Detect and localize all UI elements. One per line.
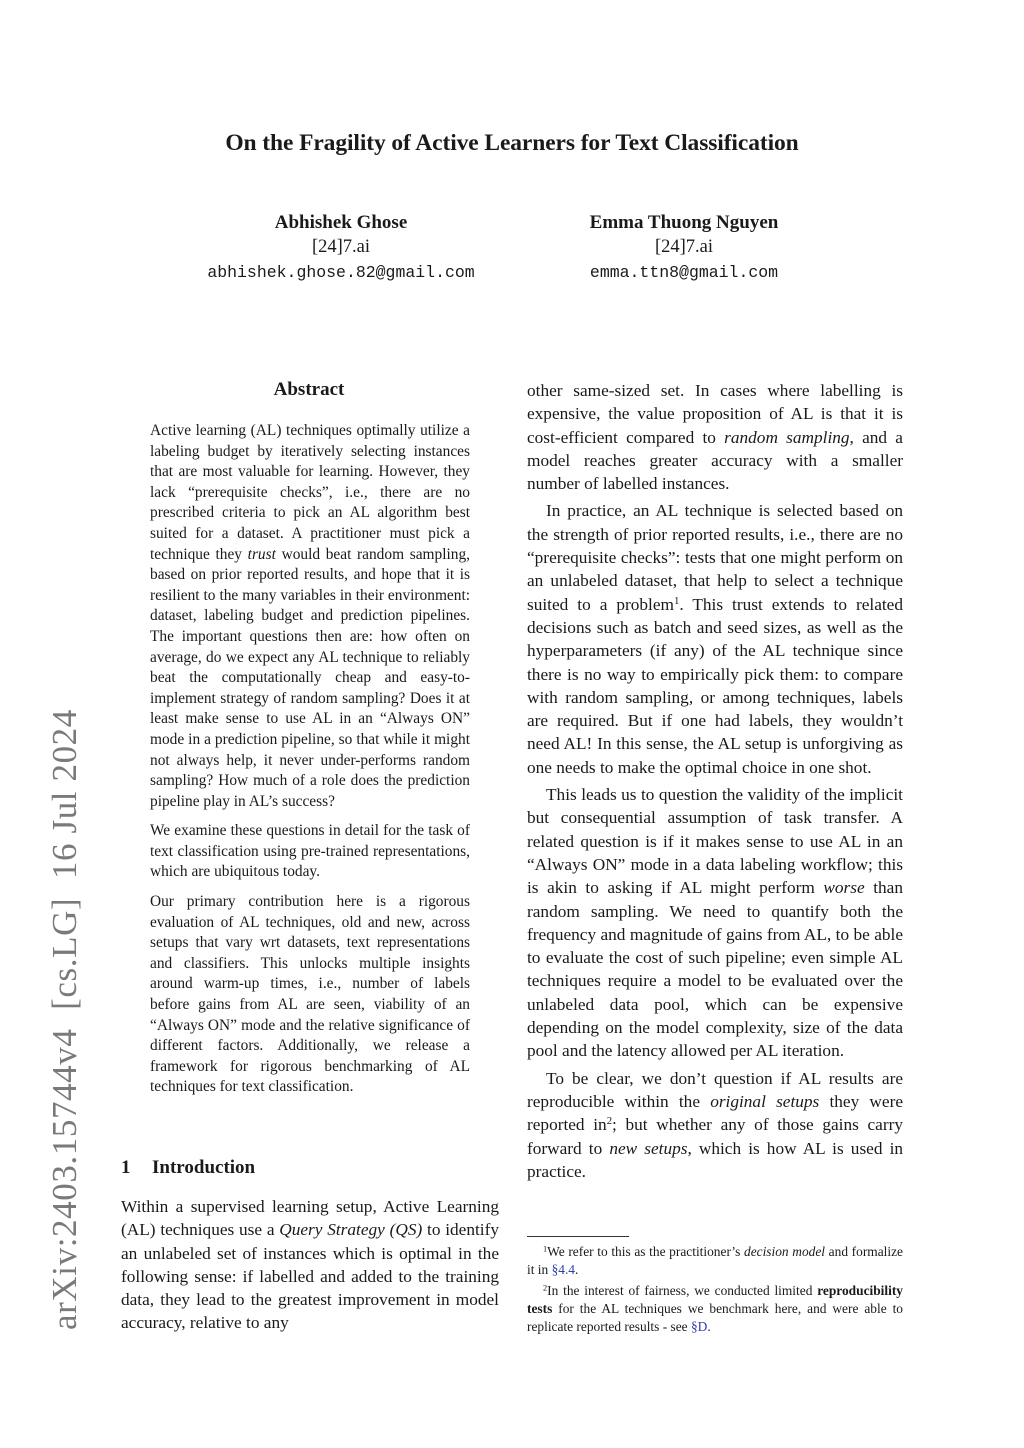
emphasis: original setups bbox=[710, 1091, 820, 1111]
text-run: In practice, an AL technique is selected based on the strength of prior reported results, i.e., there are no “prerequisite checks”: tests that one might perform on an unlabeled dataset, that help to select a technique suited to a problem bbox=[527, 501, 903, 614]
body-paragraph bbox=[527, 1067, 903, 1183]
text-run: Within a supervised learning setup, Active Learning (AL) techniques use a bbox=[121, 1197, 499, 1240]
text-run: To be clear, we don’t question if AL results are reproducible within the bbox=[527, 1068, 903, 1111]
emphasis: trust bbox=[247, 545, 276, 563]
author-block-2 bbox=[519, 210, 849, 285]
body-paragraph bbox=[527, 783, 903, 1063]
intro-body bbox=[121, 1195, 499, 1335]
section-heading bbox=[121, 1157, 255, 1179]
emphasis: random sampling bbox=[724, 427, 850, 447]
author-affiliation: [24]7.ai bbox=[654, 237, 714, 257]
text-run: Active learning (AL) techniques optimally utilize a labeling budget by iteratively selecting instances that are most valuable for learning. However, they lack “prerequisite checks”, i.e., there are no prescribed criteria to pick an AL algorithm best suited for a dataset. A practitioner must pick a technique they bbox=[150, 422, 470, 563]
abstract-paragraph bbox=[150, 421, 470, 812]
arxiv-stamp bbox=[30, 230, 100, 1330]
footnotes bbox=[527, 1243, 903, 1339]
footnote-divider bbox=[527, 1236, 629, 1237]
footnote-marker[interactable]: 1 bbox=[673, 594, 680, 607]
intro-paragraph bbox=[121, 1195, 499, 1335]
footnote-number: 1 bbox=[543, 1244, 548, 1254]
abstract-body bbox=[150, 421, 470, 1107]
author-block-1 bbox=[176, 210, 506, 285]
emphasis: new setups bbox=[609, 1138, 688, 1158]
abstract-heading: Abstract bbox=[273, 379, 345, 400]
right-column-body bbox=[527, 379, 903, 1187]
text-run: to identify an unlabeled set of instances which is optimal in the following sense: if labelled and added to the training data, they lead to the greatest improvement in model accuracy, relative to any bbox=[121, 1220, 499, 1333]
section-link[interactable]: §4.4 bbox=[551, 1262, 575, 1277]
text-run: other same-sized set. In cases where labelling is expensive, the value proposition of AL is that it is cost-efficient compared to bbox=[527, 381, 903, 447]
text-run: for the AL techniques we benchmark here, and were able to replicate reported results - see bbox=[527, 1301, 903, 1334]
text-run: , which is how AL is used in practice. bbox=[527, 1138, 904, 1181]
abstract-paragraph: Our primary contribution here is a rigorous evaluation of AL techniques, old and new, across setups that vary wrt datasets, text representations and classifiers. This unlocks multiple insights around warm-up times, i.e., number of labels before gains from AL are seen, viability of an “Always ON” mode and the relative significance of different factors. Additionally, we release a framework for rigorous benchmarking of AL techniques for text classification. bbox=[150, 893, 470, 1096]
emphasis: Query Strategy (QS) bbox=[279, 1220, 423, 1240]
body-paragraph bbox=[527, 379, 903, 495]
arxiv-stamp-text: arXiv:2403.15744v4 [cs.LG] 16 Jul 2024 bbox=[45, 709, 84, 1330]
abstract-paragraph: We examine these questions in detail for the task of text classification using pre-trained representations, which are ubiquitous today. bbox=[150, 822, 470, 881]
emphasis: worse bbox=[823, 878, 865, 898]
text-run: they were reported in bbox=[527, 1091, 903, 1135]
paper-title: On the Fragility of Active Learners for Text Classification bbox=[225, 130, 799, 156]
footnote bbox=[527, 1243, 903, 1279]
emphasis: decision model bbox=[744, 1244, 826, 1259]
author-name: Abhishek Ghose bbox=[274, 212, 408, 233]
text-run: . bbox=[707, 1319, 711, 1334]
text-run: . This trust extends to related decisions such as batch and seed sizes, as well as the hyperparameters (if any) of the AL technique since there is no way to empirically pick them: to compare with random sampling, or among techniques, labels are required. But if one had labels, they wouldn’t need AL! In this sense, the AL setup is unforgiving as one needs to make the optimal choice in one shot. bbox=[527, 594, 903, 777]
text-run: , and a model reaches greater accuracy with a smaller number of labelled instances. bbox=[527, 427, 903, 494]
footnote-marker[interactable]: 2 bbox=[606, 1115, 613, 1128]
text-run: would beat random sampling, based on prior reported results, and hope that it is resilient to the many variables in their environment: dataset, labeling budget and prediction pipelines. The important questions then are: how often on average, do we expect any AL technique to reliably beat the computationally cheap and easy-to-implement strategy of random sampling? Does it at least make sense to use AL in an “Always ON” mode in a prediction pipeline, so that while it might not always help, it never under-performs random sampling? How much of a role does the prediction pipeline play in AL’s success? bbox=[150, 545, 470, 810]
section-title: Introduction bbox=[152, 1157, 256, 1178]
appendix-link[interactable]: §D bbox=[690, 1319, 708, 1334]
text-run: than random sampling. We need to quantify both the frequency and magnitude of gains from AL, to be able to evaluate the cost of such pipeline; even simple AL techniques require a model to be evaluated over the unlabeled data pool, which can be expensive depending on the model complexity, size of the data pool and the latency allowed per AL iteration. bbox=[527, 878, 903, 1061]
body-paragraph bbox=[527, 499, 903, 779]
text-run: and formalize it in bbox=[527, 1244, 903, 1277]
footnote bbox=[527, 1282, 903, 1336]
text-run: In the interest of fairness, we conducted limited bbox=[547, 1283, 818, 1298]
text-run: . bbox=[575, 1262, 579, 1277]
bold-text: reproducibility tests bbox=[527, 1283, 903, 1316]
text-run: ; but whether any of those gains carry forward to bbox=[527, 1115, 904, 1158]
arxiv-stamp-region bbox=[8, 709, 118, 1330]
author-name: Emma Thuong Nguyen bbox=[589, 212, 779, 233]
text-run: We refer to this as the practitioner’s bbox=[547, 1244, 744, 1259]
author-affiliation: [24]7.ai bbox=[311, 237, 371, 257]
section-number: 1 bbox=[121, 1157, 131, 1178]
footnote-number: 2 bbox=[543, 1283, 548, 1293]
text-run: This leads us to question the validity of the implicit but consequential assumption of task transfer. A related question is if it makes sense to use AL in an “Always ON” mode in a data labeling workflow; this is akin to asking if AL might perform bbox=[527, 785, 903, 898]
author-email[interactable]: emma.ttn8@gmail.com bbox=[589, 263, 779, 282]
author-email[interactable]: abhishek.ghose.82@gmail.com bbox=[207, 263, 475, 282]
